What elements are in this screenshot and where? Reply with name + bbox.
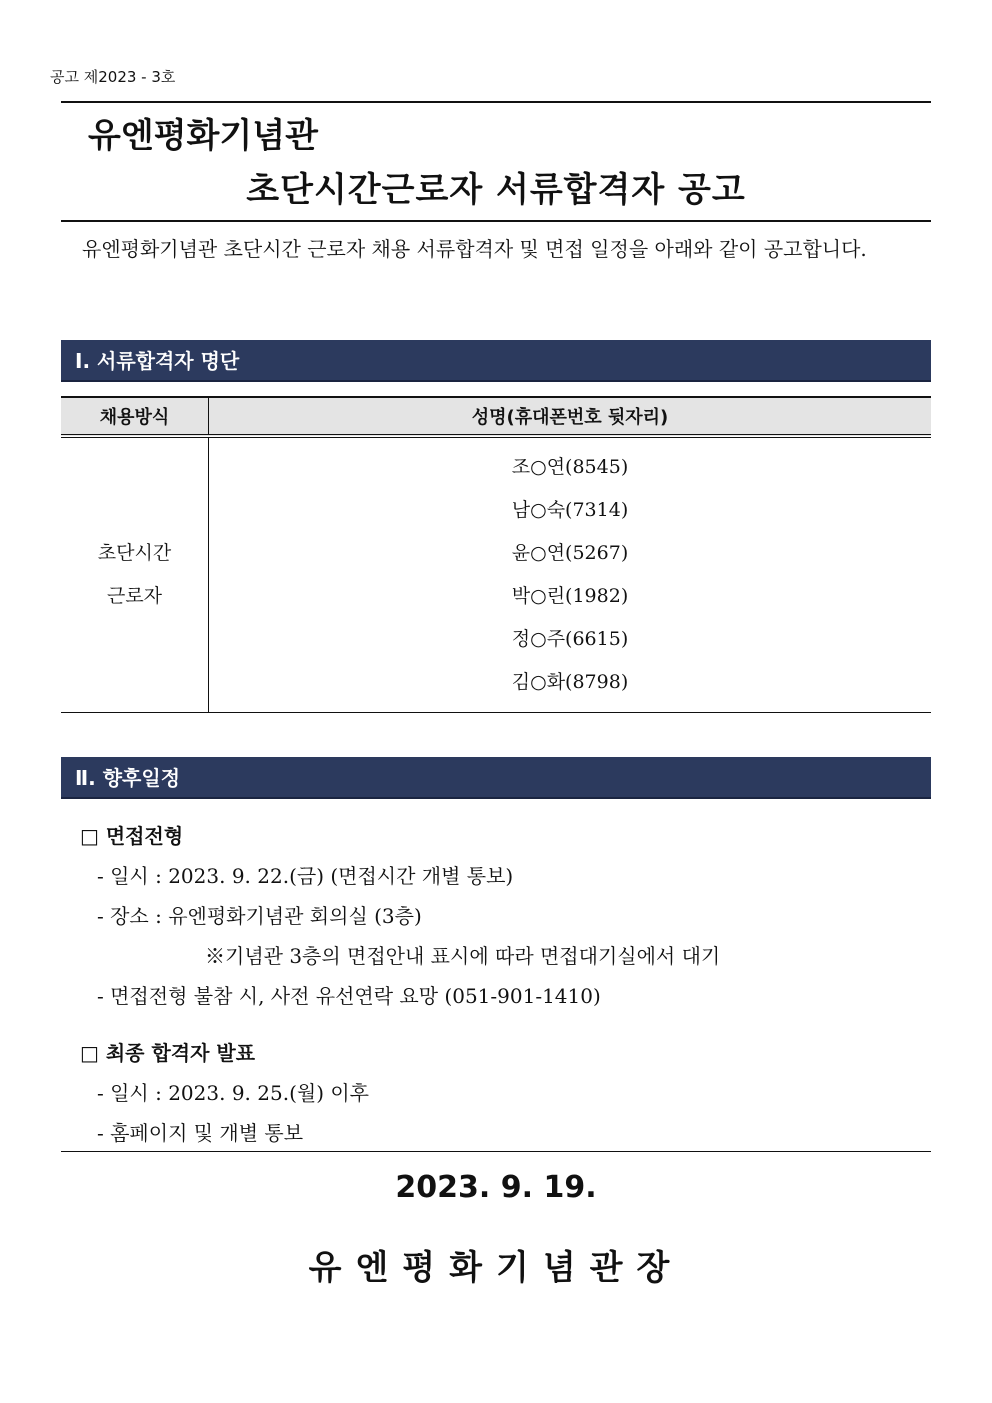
interview-absence: - 면접전형 불참 시, 사전 유선연락 요망 (051-901-1410) <box>97 984 601 1008</box>
interview-place: - 장소 : 유엔평화기념관 회의실 (3층) <box>97 904 422 928</box>
notice-date: 2023. 9. 19. <box>395 1170 597 1205</box>
page-title: 초단시간근로자 서류합격자 공고 <box>246 170 746 210</box>
applicant-name: 조○연(8545) <box>511 456 629 478</box>
section-2-header: Ⅱ. 향후일정 <box>61 757 931 799</box>
method-cell <box>61 436 209 713</box>
final-method: - 홈페이지 및 개별 통보 <box>97 1121 304 1145</box>
applicant-name: 정○주(6615) <box>511 628 629 650</box>
notice-number: 공고 제2023 - 3호 <box>50 68 176 86</box>
signer: 유엔평화기념관장 <box>308 1248 684 1288</box>
names-cell <box>209 436 932 713</box>
header-name: 성명(휴대폰번호 뒷자리) <box>209 397 932 436</box>
applicant-name: 윤○연(5267) <box>511 542 629 564</box>
interview-date: - 일시 : 2023. 9. 22.(금) (면접시간 개별 통보) <box>97 864 514 888</box>
applicant-name: 남○숙(7314) <box>511 499 629 521</box>
table-header-row <box>61 397 931 436</box>
organization-title: 유엔평화기념관 <box>88 116 318 156</box>
applicant-name: 박○린(1982) <box>511 585 629 607</box>
method-line-1: 초단시간 <box>97 542 172 564</box>
interview-heading: □ 면접전형 <box>80 824 184 848</box>
method-line-2: 근로자 <box>106 585 163 607</box>
applicant-name: 김○화(8798) <box>511 671 629 693</box>
title-rule <box>61 220 931 222</box>
final-date: - 일시 : 2023. 9. 25.(월) 이후 <box>97 1081 369 1105</box>
table-row <box>61 436 931 713</box>
intro-paragraph: 유엔평화기념관 초단시간 근로자 채용 서류합격자 및 면접 일정을 아래와 같이 공고합니다. <box>82 237 867 261</box>
section-1-header: Ⅰ. 서류합격자 명단 <box>61 340 931 382</box>
header-method: 채용방식 <box>61 397 209 436</box>
top-rule <box>61 101 931 103</box>
footer-rule <box>61 1151 931 1152</box>
interview-note: ※기념관 3층의 면접안내 표시에 따라 면접대기실에서 대기 <box>205 944 721 968</box>
final-heading: □ 최종 합격자 발표 <box>80 1041 256 1065</box>
applicant-table <box>61 396 931 713</box>
